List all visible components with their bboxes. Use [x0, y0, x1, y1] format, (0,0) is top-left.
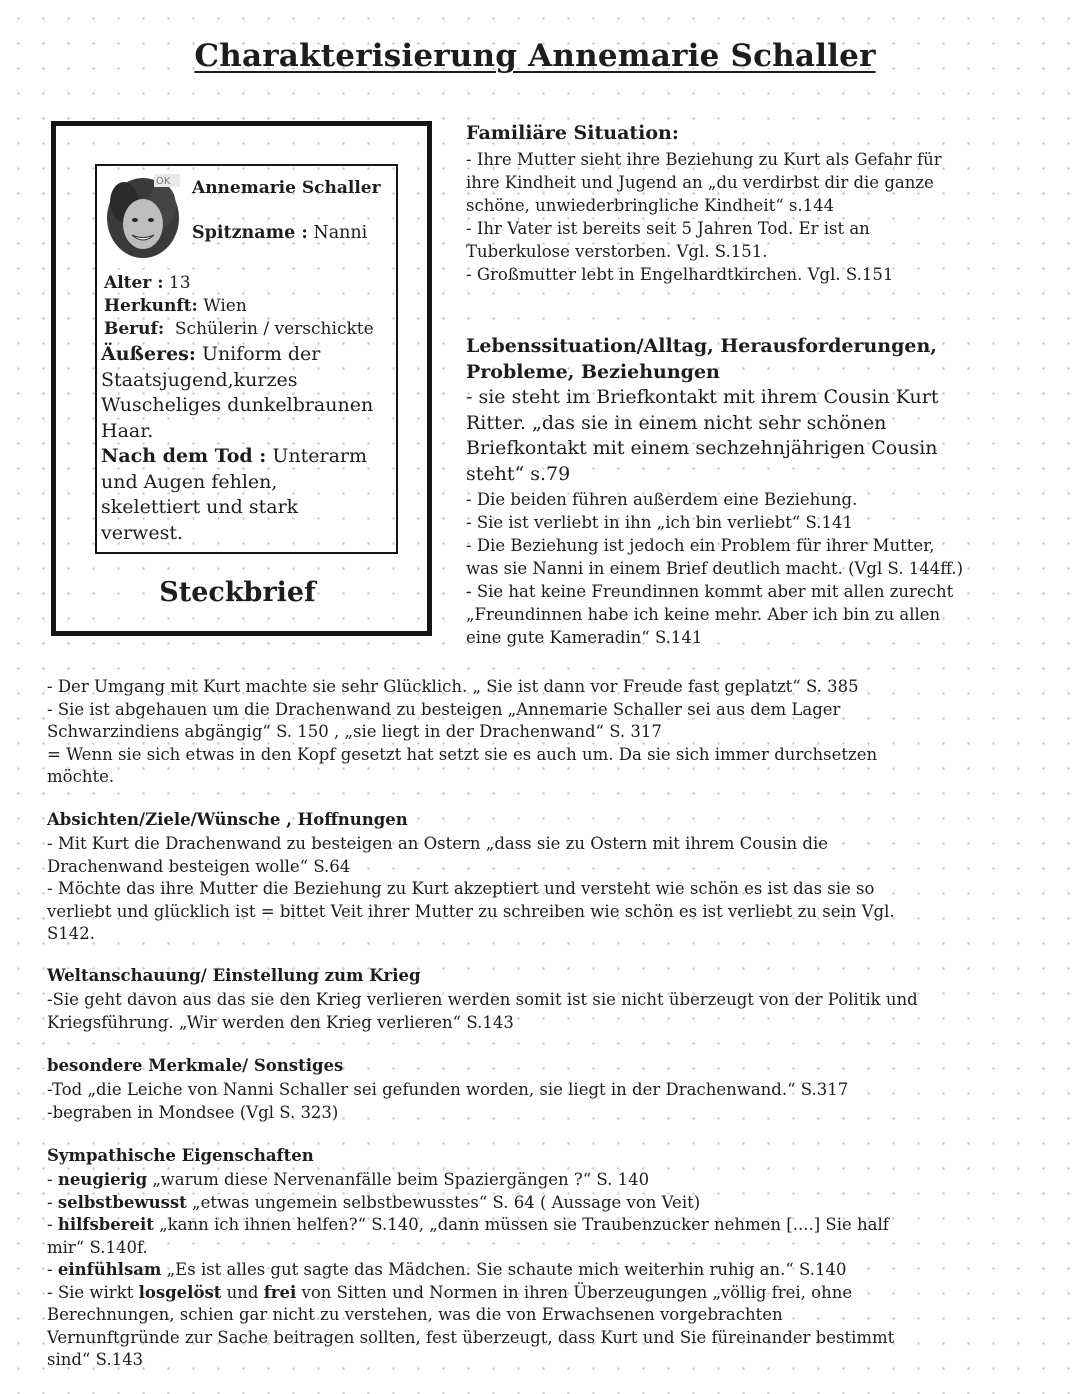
goals-text: - Mit Kurt die Drachenwand zu besteigen an Ostern „dass sie zu Ostern mit ihrem Cousin die Drachenwand besteigen wolle“ S.64 - Möchte das ihre Mutter die Beziehung zu Kurt akzeptiert und versteht wie schön es ist das sie so verliebt und glücklich ist = bittet Veit ihrer Mutter zu schreiben wie schön es ist verliebt zu sein Vgl. S142.: [47, 834, 895, 943]
life-heading: Lebenssituation/Alltag, Herausforderungen, Probleme, Beziehungen: [466, 335, 937, 383]
life-text-large: - sie steht im Briefkontakt mit ihrem Cousin Kurt Ritter. „das sie in einem nicht sehr schönen Briefkontakt mit einem sechzehnjährigen Cousin steht“ s.79: [466, 386, 939, 485]
trait-item: - Sie wirkt losgelöst und frei von Sitten und Normen in ihren Überzeugungen „völlig frei, ohne: [47, 1282, 853, 1302]
worldview-text: -Sie geht davon aus das sie den Krieg verlieren werden somit ist sie nicht überzeugt von der Politik und Kriegsführung. „Wir werden den Krieg verlieren“ S.143: [47, 990, 918, 1032]
card-appearance: Äußeres: Uniform der Staatsjugend,kurzes Wuscheliges dunkelbraunen Haar. Nach dem Tod : Unterarm und Augen fehlen, skelettiert und stark verwest.: [101, 343, 374, 544]
trait-item: - neugierig „warum diese Nervenanfälle beim Spaziergängen ?“ S. 140: [47, 1170, 650, 1189]
traits-text: - neugierig „warum diese Nervenanfälle beim Spaziergängen ?“ S. 140 - selbstbewusst „etwas ungemein selbstbewusstes“ S. 64 ( Aussage von Veit) - hilfsbereit „kann ich ihnen helfen?“ S.140, „dann müssen sie Traubenzucker nehmen [....] Sie half mir“ S.140f. - einfühlsam „Es ist alles gut sagte das Mädchen. Sie schaute mich weiterhin ruhig an.“ S.140 - Sie wirkt losgelöst und frei von Sitten und Normen in ihren Überzeugungen „völlig frei, ohne Berechnungen, schien gar nicht zu verstehen, was die von Erwachsenen vorgebrachten Vernunftgründe zur Sache beitragen sollten, fest überzeugt, dass Kurt und Sie füreinander bestimmt sind“ S.143: [47, 1169, 1047, 1372]
card-age: Alter : 13: [104, 273, 191, 293]
goals-heading: Absichten/Ziele/Wünsche , Hoffnungen: [47, 810, 408, 829]
family-text: - Ihre Mutter sieht ihre Beziehung zu Kurt als Gefahr für ihre Kindheit und Jugend an „du verdirbst dir die ganze schöne, unwiederbringliche Kindheit“ s.144 - Ihr Vater ist bereits seit 5 Jahren Tod. Er ist an Tuberkulose verstorben. Vgl. S.151. - Großmutter lebt in Engelhardtkirchen. Vgl. S.151: [466, 150, 942, 284]
card-nickname: Spitzname : Nanni: [192, 223, 368, 243]
special-text: -Tod „die Leiche von Nanni Schaller sei gefunden worden, sie liegt in der Drachenwand.“ S.317 -begraben in Mondsee (Vgl S. 323): [47, 1080, 849, 1122]
trait-item: - hilfsbereit „kann ich ihnen helfen?“ S.140, „dann müssen sie Traubenzucker nehmen [....] Sie half: [47, 1215, 889, 1234]
card-name: Annemarie Schaller: [192, 178, 381, 198]
life-text: - Die beiden führen außerdem eine Beziehung. - Sie ist verliebt in ihn „ich bin verliebt“ S.141 - Die Beziehung ist jedoch ein Problem für ihrer Mutter, was sie Nanni in einem Brief deutlich macht. (Vgl S. 144ff.) - Sie hat keine Freundinnen kommt aber mit allen zurecht „Freundinnen habe ich keine mehr. Aber ich bin zu allen eine gute Kameradin“ S.141: [466, 490, 964, 647]
card-origin: Herkunft: Wien: [104, 296, 247, 316]
family-heading: Familiäre Situation:: [466, 122, 679, 144]
worldview-heading: Weltanschauung/ Einstellung zum Krieg: [47, 966, 421, 985]
traits-heading: Sympathische Eigenschaften: [47, 1146, 314, 1165]
trait-item: - selbstbewusst „etwas ungemein selbstbewusstes“ S. 64 ( Aussage von Veit): [47, 1192, 701, 1212]
photo-badge: OK: [156, 176, 171, 187]
continuation-text: - Der Umgang mit Kurt machte sie sehr Glücklich. „ Sie ist dann vor Freude fast geplatzt“ S. 385 - Sie ist abgehauen um die Drachenwand zu besteigen „Annemarie Schaller sei aus dem Lager Schwarzindiens abgängig“ S. 150 , „sie liegt in der Drachenwand“ S. 317 = Wenn sie sich etwas in den Kopf gesetzt hat setzt sie es auch um. Da sie sich immer durchsetzen möchte.: [47, 677, 878, 786]
trait-item: - einfühlsam „Es ist alles gut sagte das Mädchen. Sie schaute mich weiterhin ruhig an.“ S.140: [47, 1260, 847, 1279]
page-title: Charakterisierung Annemarie Schaller: [194, 38, 876, 74]
card-job: Beruf: Schülerin / verschickte: [104, 319, 374, 339]
card-footer-title: Steckbrief: [159, 577, 316, 608]
portrait-photo: [102, 172, 184, 268]
special-heading: besondere Merkmale/ Sonstiges: [47, 1056, 344, 1075]
